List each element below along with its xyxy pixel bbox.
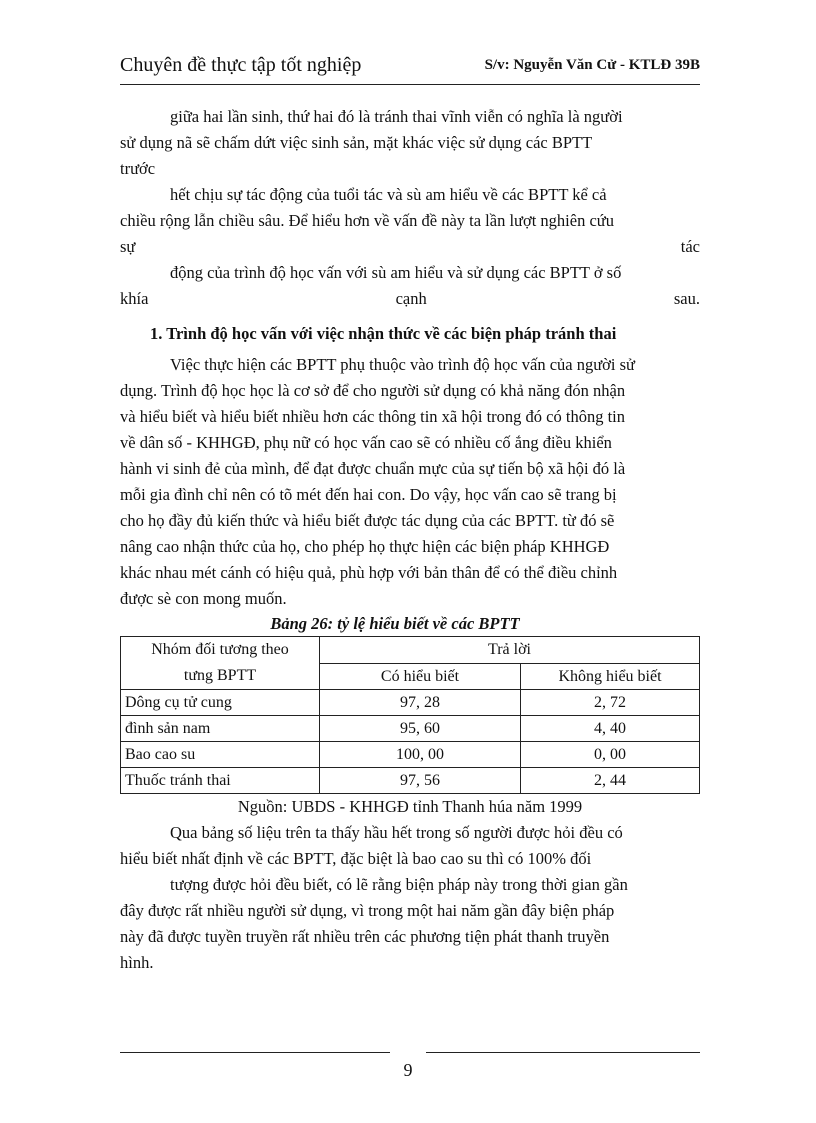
text-line: sử dụng nã sẽ chấm dứt việc sinh sản, mặt khác việc sử dụng các BPTT	[120, 133, 593, 152]
header-title: Chuyên đề thực tập tốt nghiệp	[120, 54, 362, 76]
text-line: đây được rất nhiều người sử dụng, vì trong một hai năm gần đây biện pháp	[120, 901, 615, 920]
section-heading: 1. Trình độ học vấn với việc nhận thức về các biện pháp tránh thai	[150, 324, 617, 343]
text-line: Qua bảng số liệu trên ta thấy hầu hết trong số người được hỏi đều có	[170, 823, 623, 842]
text-line: khác nhau mét cánh có hiệu quả, phù hợp với bản thân để có thể điều chỉnh	[120, 563, 618, 582]
text-line: mỗi gia đình chỉ nên có tõ mét đến hai con. Do vậy, học vấn cao sẽ trang bị	[120, 485, 617, 504]
word: tác	[680, 237, 700, 256]
text-line: này đã được tuyền truyền rất nhiều trên các phương tiện phát thanh truyền	[120, 927, 610, 946]
text-line: hành vi sinh đẻ của mình, để đạt được chuẩn mực của sự tiến bộ xã hội đó là	[120, 459, 626, 478]
document-body	[120, 104, 700, 976]
word: cạnh	[395, 289, 427, 308]
col-know-header: Có hiểu biết	[320, 663, 521, 690]
footer-rule-right	[426, 1052, 700, 1053]
text-line: dụng. Trình độ học học là cơ sở để cho người sử dụng có khả năng đón nhận	[120, 381, 626, 400]
text-line: về dân số - KHHGĐ, phụ nữ có học vấn cao sẽ có nhiều cố ắng điều khiển	[120, 433, 612, 452]
group-cell: Bao cao su	[121, 742, 320, 768]
text-line: Việc thực hiện các BPTT phụ thuộc vào trình độ học vấn của người sử	[170, 355, 635, 374]
know-cell: 97, 28	[320, 690, 521, 716]
bptt-table	[120, 636, 700, 794]
group-header-line: Nhóm đối tương theo	[151, 641, 289, 658]
header-rule	[120, 84, 700, 85]
word: sự	[120, 237, 136, 256]
group-cell: Thuốc tránh thai	[121, 768, 320, 794]
answer-header: Trả lời	[320, 637, 700, 664]
paragraph-3	[120, 820, 700, 976]
text-line: hết chịu sự tác động của tuổi tác và sù am hiểu về các BPTT kể cả	[170, 185, 607, 204]
footer-rule-left	[120, 1052, 390, 1053]
table-row	[121, 716, 700, 742]
header-author: S/v: Nguyễn Văn Cử - KTLĐ 39B	[484, 57, 700, 73]
table-row	[121, 690, 700, 716]
text-line	[120, 234, 700, 260]
table-row	[121, 768, 700, 794]
not-know-cell: 2, 72	[521, 690, 700, 716]
table-source: Nguồn: UBDS - KHHGĐ tỉnh Thanh húa năm 1999	[237, 797, 583, 816]
text-line: hiểu biết nhất định về các BPTT, đặc biệt là bao cao su thì có 100% đối	[120, 849, 592, 868]
table-row	[121, 742, 700, 768]
know-cell: 95, 60	[320, 716, 521, 742]
not-know-cell: 4, 40	[521, 716, 700, 742]
know-cell: 97, 56	[320, 768, 521, 794]
col-not-know-header: Không hiểu biết	[521, 663, 700, 690]
text-line	[120, 286, 700, 312]
text-line: hình.	[120, 953, 154, 972]
paragraph-2	[120, 352, 700, 612]
word: khía	[120, 289, 149, 308]
text-line: và hiểu biết và hiểu biết nhiều hơn các thông tin xã hội trong đó có thông tin	[120, 407, 625, 426]
page-header	[120, 54, 700, 82]
know-cell: 100, 00	[320, 742, 521, 768]
group-header	[121, 637, 320, 690]
text-line: tượng được hỏi đều biết, có lẽ rằng biện pháp này trong thời gian gần	[170, 875, 628, 894]
text-line: giữa hai lần sinh, thứ hai đó là tránh thai vĩnh viễn có nghĩa là người	[170, 107, 623, 126]
text-line: chiều rộng lẫn chiều sâu. Để hiểu hơn về vấn đề này ta lần lượt nghiên cứu	[120, 211, 614, 230]
text-line: được sè con mong muốn.	[120, 589, 287, 608]
text-line: động của trình độ học vấn với sù am hiểu và sử dụng các BPTT ở số	[170, 263, 622, 282]
group-header-line: tưng BPTT	[183, 667, 257, 684]
text-line: cho họ đầy đủ kiến thức và hiểu biết được tác dụng của các BPTT. từ đó sẽ	[120, 511, 615, 530]
table-caption: Bảng 26: tỷ lệ hiểu biết về các BPTT	[270, 614, 520, 633]
not-know-cell: 2, 44	[521, 768, 700, 794]
text-line: trước	[120, 159, 156, 178]
page-number: 9	[403, 1060, 413, 1080]
word: sau.	[673, 289, 700, 308]
text-line: nâng cao nhận thức của họ, cho phép họ thực hiện các biện pháp KHHGĐ	[120, 537, 610, 556]
paragraph-1	[120, 104, 700, 312]
group-cell: đình sản nam	[121, 716, 320, 742]
not-know-cell: 0, 00	[521, 742, 700, 768]
group-cell: Dông cụ tử cung	[121, 690, 320, 716]
